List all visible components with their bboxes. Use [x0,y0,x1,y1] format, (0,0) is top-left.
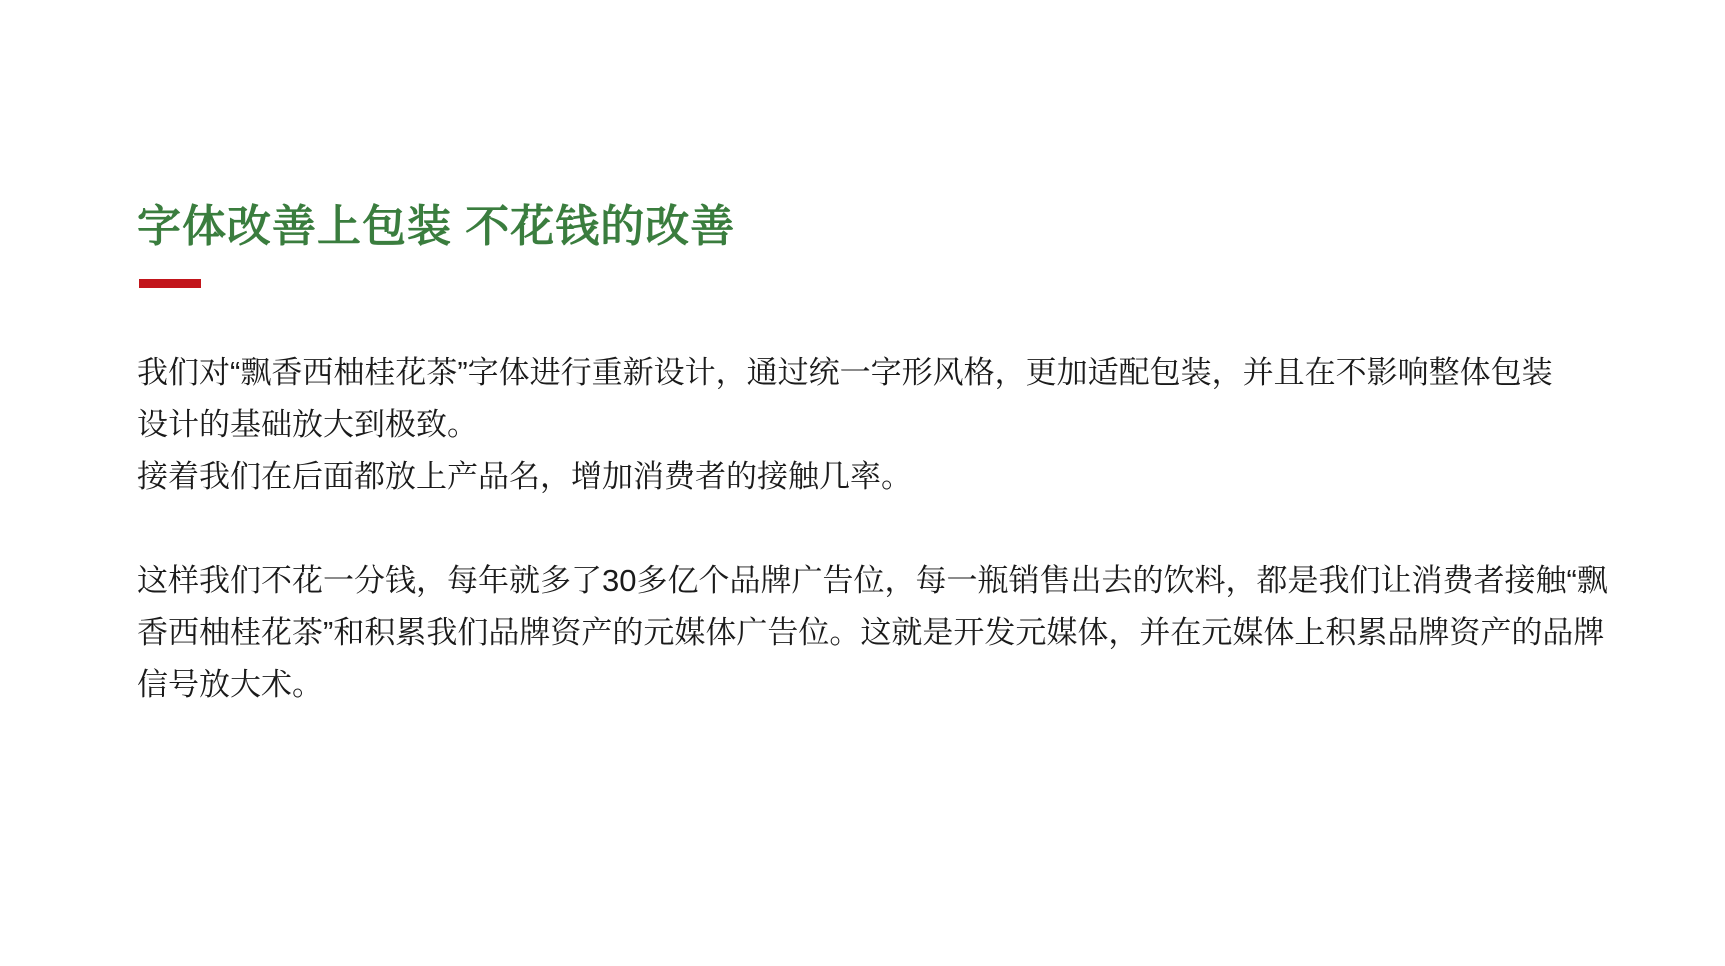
text-line: 我们对“飘香西柚桂花茶”字体进行重新设计，通过统一字形风格，更加适配包装，并且在不影响整体包装 [137,355,1553,390]
text-line: 接着我们在后面都放上产品名，增加消费者的接触几率。 [137,459,912,494]
paragraph-meta-media [137,555,1608,711]
text-line: 设计的基础放大到极致。 [137,407,478,442]
text-line: 香西柚桂花茶”和积累我们品牌资产的元媒体广告位。这就是开发元媒体，并在元媒体上积累品牌资产的品牌 [137,615,1605,650]
paragraph-font-redesign [137,347,1597,503]
page-title: 字体改善上包装 不花钱的改善 [137,202,736,251]
body-text [137,347,1608,711]
text-line: 信号放大术。 [137,667,323,702]
title-accent-dash [139,279,201,288]
text-line: 这样我们不花一分钱，每年就多了30多亿个品牌广告位，每一瓶销售出去的饮料，都是我们让消费者接触“飘 [137,563,1608,598]
